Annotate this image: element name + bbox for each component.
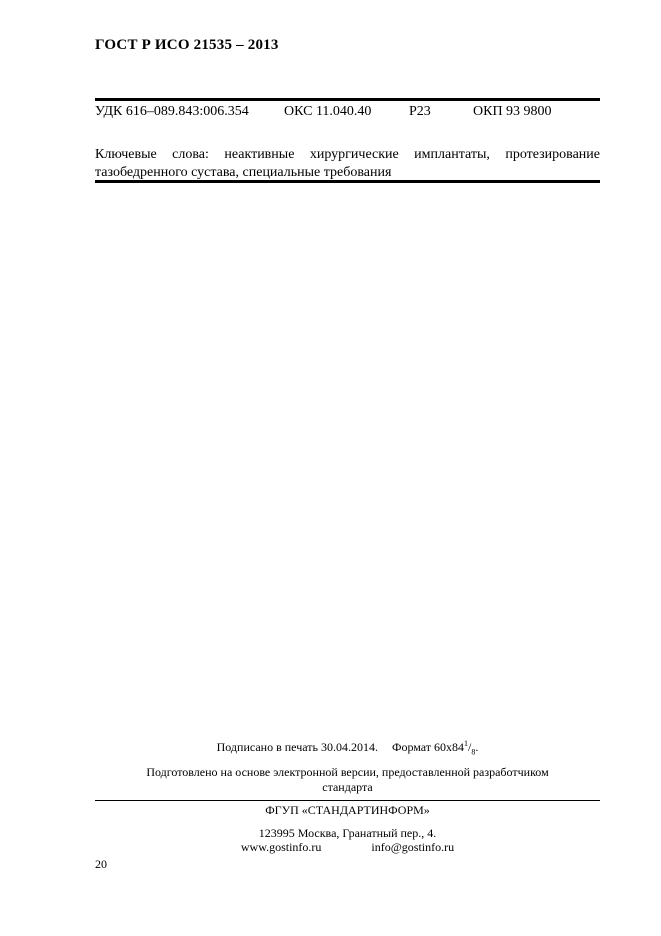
group-code: Р23 [409, 104, 431, 119]
prepared-note [95, 765, 600, 795]
okp-code: ОКП 93 9800 [473, 104, 552, 119]
publisher-email: info@gostinfo.ru [371, 840, 455, 854]
print-format: Формат $60х84^1/_8$. [391, 739, 479, 757]
publisher-contacts [95, 840, 600, 855]
print-signed-line [95, 736, 600, 759]
document-title: ГОСТ Р ИСО 21535 – 2013 [95, 37, 279, 53]
oks-code: ОКС 11.040.40 [284, 104, 372, 119]
publisher-divider [95, 800, 600, 801]
keywords-divider [95, 180, 600, 183]
top-divider [95, 98, 600, 101]
prepared-note-line-2: стандарта [322, 780, 373, 794]
signed-date: Подписано в печать 30.04.2014. [216, 740, 378, 754]
prepared-note-line-1: Подготовлено на основе электронной версии, предоставленной разработчиком [146, 765, 549, 779]
classification-row [95, 104, 600, 122]
page-number: 20 [95, 857, 107, 871]
udk-code: УДК 616–089.843:006.354 [95, 104, 249, 119]
publisher-website: www.gostinfo.ru [240, 840, 322, 854]
publisher-name: ФГУП «СТАНДАРТИНФОРМ» [265, 803, 430, 817]
publisher-address: 123995 Москва, Гранатный пер., 4. [258, 826, 437, 840]
keywords-text: Ключевые слова: неактивные хирургические имплантаты, протезирование тазобедренного сустава, специальные требования [95, 147, 600, 180]
